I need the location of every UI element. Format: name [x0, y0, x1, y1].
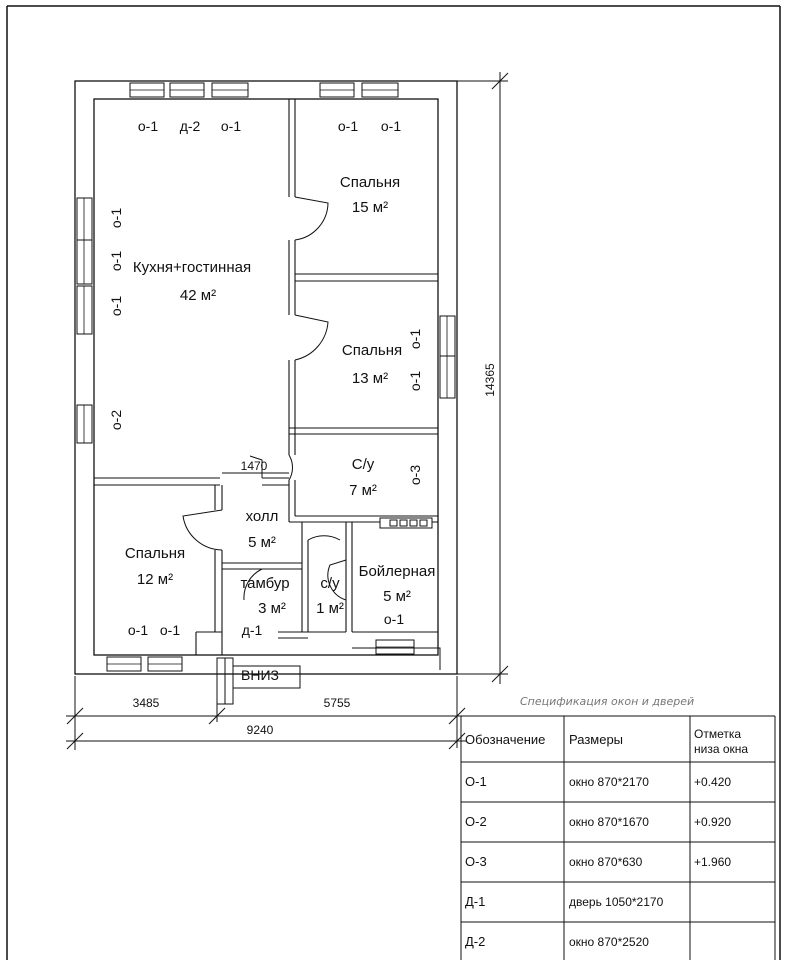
opening-label: о-1: [108, 207, 124, 229]
room-name-vestibule: тамбур: [240, 575, 290, 592]
spec-cell: дверь 1050*2170: [569, 895, 664, 909]
dimension-hall-width: 1470: [240, 459, 268, 473]
opening-label: д-2: [179, 118, 201, 134]
opening-label: о-1: [407, 370, 423, 392]
spec-cell: О-3: [465, 854, 487, 869]
room-name-boiler: Бойлерная: [358, 563, 436, 580]
room-name-kitchen: Кухня+гостинная: [132, 259, 252, 276]
room-name-bed13: Спальня: [341, 342, 403, 359]
room-name-wc7: С/у: [351, 456, 375, 473]
room-labels: [125, 174, 436, 617]
room-area-vestibule: 3 м²: [258, 600, 286, 617]
spec-cell: О-1: [465, 774, 487, 789]
room-area-wc7: 7 м²: [349, 482, 377, 499]
opening-label: о-1: [337, 118, 359, 134]
spec-cell: Д-2: [465, 934, 486, 949]
dimension-right-part: 5755: [323, 696, 351, 710]
opening-label: о-1: [137, 118, 159, 134]
opening-label: о-1: [383, 611, 405, 627]
spec-cell: +1.960: [694, 855, 732, 869]
opening-label: о-1: [407, 328, 423, 350]
room-area-bed13: 13 м²: [351, 370, 389, 387]
room-area-kitchen: 42 м²: [179, 287, 217, 304]
opening-label: о-3: [407, 464, 423, 486]
spec-header-sizes: Размеры: [569, 732, 624, 747]
room-name-bed15: Спальня: [339, 174, 401, 191]
spec-header-designation: Обозначение: [465, 732, 546, 747]
dimension-overall-height: 14365: [483, 363, 497, 397]
opening-label: о-1: [220, 118, 242, 134]
room-name-hall: холл: [245, 508, 279, 525]
spec-cell: Д-1: [465, 894, 486, 909]
dimension-left-part: 3485: [132, 696, 160, 710]
dimension-overall-width: 9240: [246, 723, 274, 737]
dimension-lines: [66, 72, 508, 750]
room-name-wc1: с/у: [320, 575, 340, 592]
room-area-wc1: 1 м²: [316, 600, 344, 617]
room-area-hall: 5 м²: [248, 534, 276, 551]
spec-cell: +0.420: [694, 775, 732, 789]
spec-cell: О-2: [465, 814, 487, 829]
spec-cell: +0.920: [694, 815, 732, 829]
spec-cell: окно 870*1670: [569, 815, 649, 829]
spec-cell: окно 870*2170: [569, 775, 649, 789]
wc-fixtures: [380, 518, 432, 528]
opening-label: д-1: [241, 622, 263, 638]
spec-cell: окно 870*2520: [569, 935, 649, 949]
spec-title: Спецификация окон и дверей: [520, 695, 695, 708]
opening-label: о-1: [108, 295, 124, 317]
room-area-bed12: 12 м²: [136, 571, 174, 588]
spec-header-level-line2: низа окна: [694, 742, 749, 756]
spec-table: [461, 716, 775, 960]
room-area-boiler: 5 м²: [383, 588, 411, 605]
opening-label: о-1: [108, 250, 124, 272]
dimension-labels: [133, 363, 497, 737]
stairs-label: ВНИЗ: [241, 667, 279, 683]
room-name-bed12: Спальня: [124, 545, 186, 562]
room-area-bed15: 15 м²: [351, 199, 389, 216]
opening-label: о-1: [159, 622, 181, 638]
opening-label: о-1: [127, 622, 149, 638]
opening-label: о-2: [108, 409, 124, 431]
sheet-frame: [7, 6, 780, 960]
spec-header-level-line1: Отметка: [694, 727, 742, 741]
spec-cell: окно 870*630: [569, 855, 643, 869]
opening-label: о-1: [380, 118, 402, 134]
